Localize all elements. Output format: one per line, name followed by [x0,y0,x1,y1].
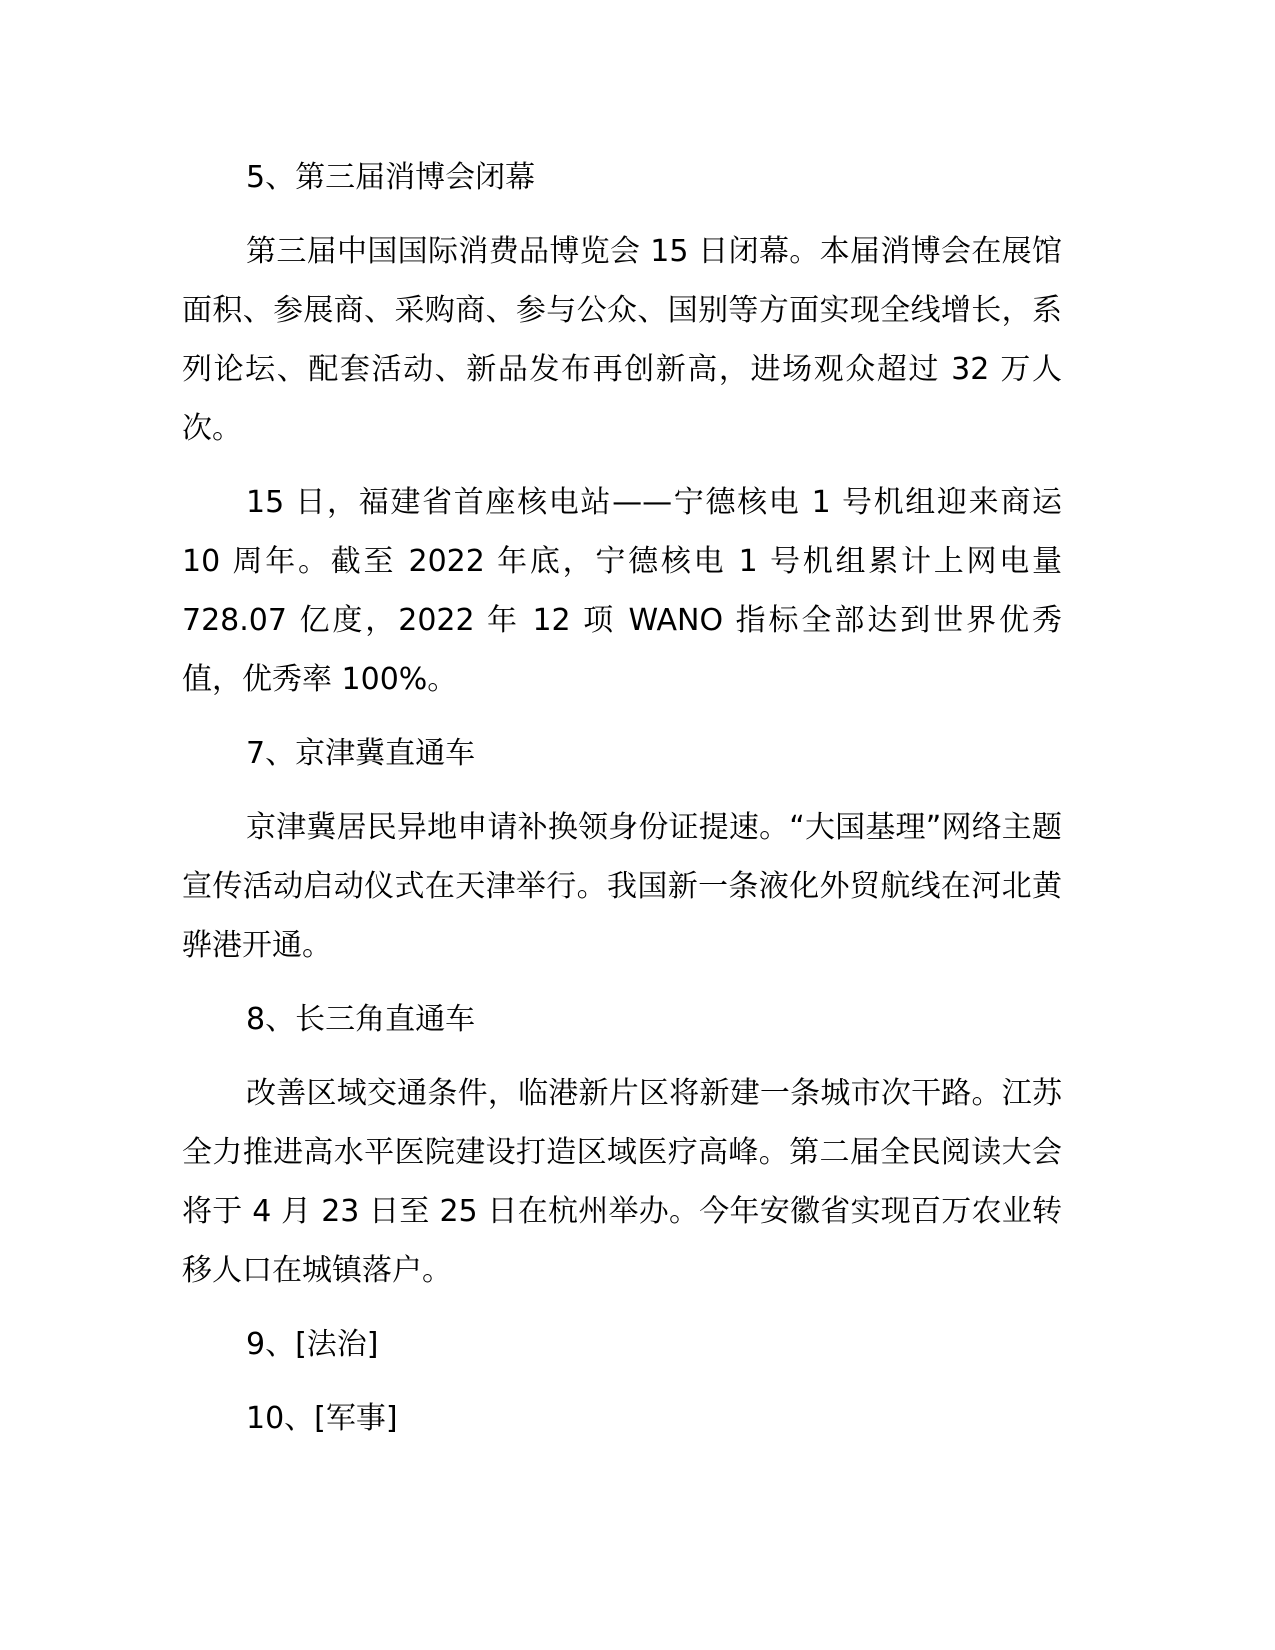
document-body [182,148,1062,1463]
section-heading-jingjinji: 7、京津冀直通车 [246,736,476,771]
paragraph-jingjinji: 京津冀居民异地申请补换领身份证提速。“大国基理”网络主题宣传活动启动仪式在天津举行。我国新一条液化外贸航线在河北黄骅港开通。 [182,810,1062,963]
paragraph-yangtze-delta: 改善区域交通条件，临港新片区将新建一条城市次干路。江苏全力推进高水平医院建设打造区域医疗高峰。第二届全民阅读大会将于 4 月 23 日至 25 日在杭州举办。今年安徽省实现百万农业转移人口在城镇落户。 [182,1076,1062,1288]
section-heading-consumer-expo: 5、第三届消博会闭幕 [246,160,536,195]
paragraph-consumer-expo: 第三届中国国际消费品博览会 15 日闭幕。本届消博会在展馆面积、参展商、采购商、参与公众、国别等方面实现全线增长，系列论坛、配套活动、新品发布再创新高，进场观众超过 32 万人次。 [182,234,1062,446]
section-heading-military: 10、[军事] [246,1401,398,1436]
section-heading-law: 9、[法治] [246,1327,379,1362]
section-heading-yangtze-delta: 8、长三角直通车 [246,1002,476,1037]
paragraph-ningde-nuclear: 15 日，福建省首座核电站——宁德核电 1 号机组迎来商运 10 周年。截至 2022 年底，宁德核电 1 号机组累计上网电量 728.07 亿度，2022 年 12 项 WANO 指标全部达到世界优秀值，优秀率 100%。 [182,485,1062,697]
